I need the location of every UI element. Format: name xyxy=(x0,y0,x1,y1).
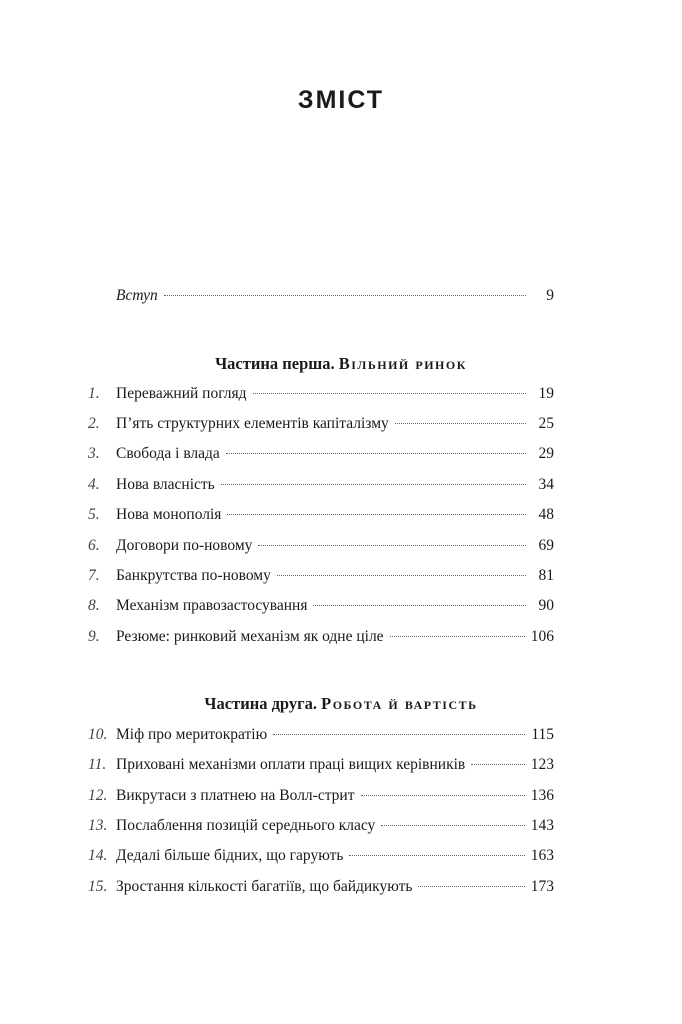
part-two-name: Робота й вартість xyxy=(321,694,478,713)
page-number: 9 xyxy=(546,287,554,304)
chapter-number: 8. xyxy=(88,597,100,614)
chapter-number: 9. xyxy=(88,628,100,645)
page-title: ЗМІСТ xyxy=(297,86,385,114)
chapter-title: Викрутаси з платнею на Волл-стрит xyxy=(116,787,355,804)
chapter-title: Нова власність xyxy=(116,476,215,493)
chapter-number: 5. xyxy=(88,506,100,523)
chapter-number: 10. xyxy=(88,726,108,743)
part-one-heading xyxy=(0,354,682,374)
chapter-number: 12. xyxy=(88,787,108,804)
chapter-number: 3. xyxy=(88,445,100,462)
part-one-name: Вільний ринок xyxy=(338,354,467,373)
dot-leader xyxy=(361,795,525,796)
toc-entry[interactable] xyxy=(88,445,554,467)
dot-leader xyxy=(390,636,525,637)
dot-leader xyxy=(471,764,525,765)
dot-leader xyxy=(381,825,524,826)
toc-entry[interactable] xyxy=(88,537,554,559)
part-one-prefix: Частина перша. xyxy=(215,354,335,373)
chapter-title: Міф про меритократію xyxy=(116,726,268,743)
toc-entry[interactable] xyxy=(88,506,554,528)
chapter-number: 2. xyxy=(88,415,100,432)
chapter-title: П’ять структурних елементів капіталізму xyxy=(116,415,389,432)
chapter-title: Приховані механізми оплати праці вищих керівників xyxy=(116,756,466,773)
chapter-title: Механізм правозастосування xyxy=(116,597,308,614)
chapter-title: Банкрутства по-новому xyxy=(116,567,271,584)
dot-leader xyxy=(313,605,526,606)
chapter-number: 13. xyxy=(88,817,108,834)
page-number: 173 xyxy=(530,878,554,895)
toc-entry[interactable] xyxy=(88,847,554,869)
page-number: 136 xyxy=(530,787,554,804)
chapter-number: 1. xyxy=(88,385,100,402)
page-number: 143 xyxy=(530,817,554,834)
page-number: 29 xyxy=(538,445,554,462)
page-number: 25 xyxy=(538,415,554,432)
dot-leader xyxy=(164,295,526,296)
toc-entry[interactable] xyxy=(88,787,554,809)
page-number: 123 xyxy=(530,756,554,773)
chapter-title: Дедалі більше бідних, що гарують xyxy=(116,847,344,864)
page-number: 115 xyxy=(531,726,554,743)
dot-leader xyxy=(277,575,526,576)
toc-entry-intro[interactable] xyxy=(88,287,554,309)
page-number: 69 xyxy=(538,537,554,554)
chapter-number: 15. xyxy=(88,878,108,895)
part-two-heading xyxy=(0,694,682,714)
dot-leader xyxy=(349,855,524,856)
chapter-title: Послаблення позицій середнього класу xyxy=(116,817,376,834)
part-two-prefix: Частина друга. xyxy=(204,694,318,713)
chapter-number: 7. xyxy=(88,567,100,584)
toc-entry[interactable] xyxy=(88,415,554,437)
toc-entry[interactable] xyxy=(88,878,554,900)
dot-leader xyxy=(273,734,525,735)
dot-leader xyxy=(395,423,526,424)
page-number: 34 xyxy=(538,476,554,493)
page-number: 19 xyxy=(538,385,554,402)
toc-entry[interactable] xyxy=(88,628,554,650)
dot-leader xyxy=(418,886,524,887)
dot-leader xyxy=(227,514,526,515)
toc-entry[interactable] xyxy=(88,567,554,589)
dot-leader xyxy=(258,545,526,546)
dot-leader xyxy=(221,484,526,485)
chapter-number: 14. xyxy=(88,847,108,864)
chapter-title: Переважний погляд xyxy=(116,385,247,402)
chapter-title: Вступ xyxy=(116,287,158,304)
page-number: 163 xyxy=(530,847,554,864)
chapter-title: Зростання кількості багатіїв, що байдикують xyxy=(116,878,413,895)
chapter-number: 11. xyxy=(88,756,107,773)
toc-entry[interactable] xyxy=(88,817,554,839)
chapter-number: 4. xyxy=(88,476,100,493)
toc-entry[interactable] xyxy=(88,476,554,498)
toc-entry[interactable] xyxy=(88,726,554,748)
toc-entry[interactable] xyxy=(88,597,554,619)
dot-leader xyxy=(253,393,526,394)
chapter-title: Нова монополія xyxy=(116,506,222,523)
page-number: 48 xyxy=(538,506,554,523)
page-number: 106 xyxy=(530,628,554,645)
page-number: 90 xyxy=(538,597,554,614)
page-number: 81 xyxy=(538,567,554,584)
dot-leader xyxy=(226,453,526,454)
chapter-number: 6. xyxy=(88,537,100,554)
chapter-title: Резюме: ринковий механізм як одне ціле xyxy=(116,628,384,645)
toc-entry[interactable] xyxy=(88,756,554,778)
toc-entry[interactable] xyxy=(88,385,554,407)
chapter-title: Свобода і влада xyxy=(116,445,220,462)
chapter-title: Договори по-новому xyxy=(116,537,253,554)
